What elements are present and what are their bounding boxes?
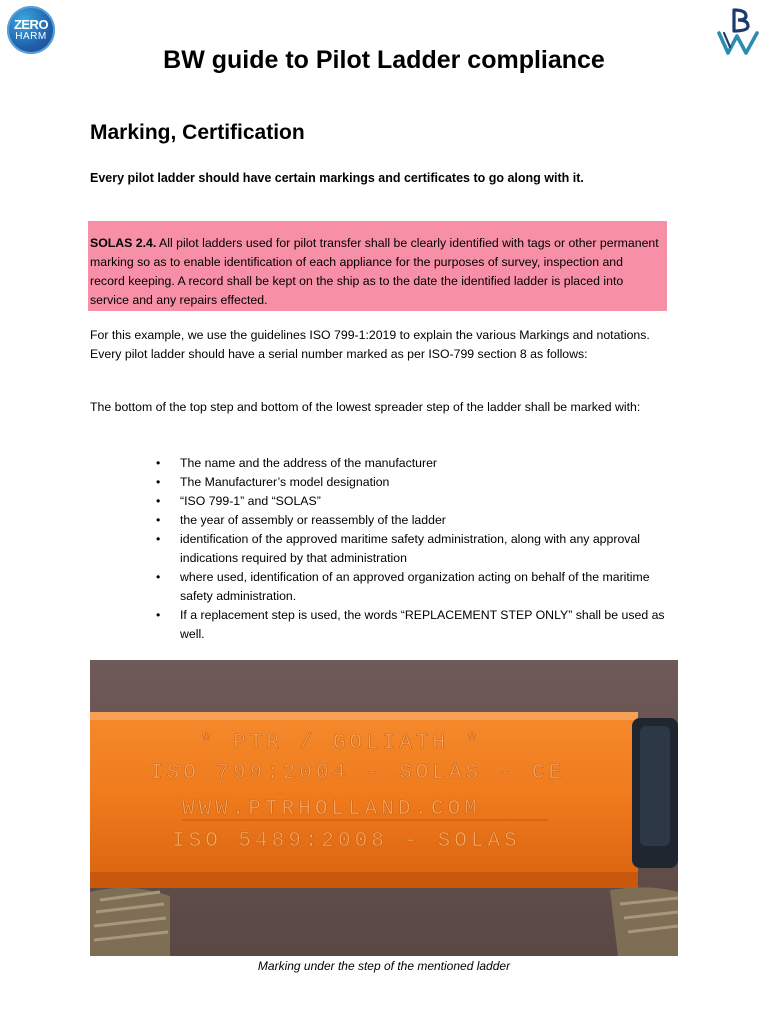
bullet-dot: • — [156, 570, 161, 584]
photo-caption: Marking under the step of the mentioned ladder — [257, 959, 511, 973]
intro-text: Every pilot ladder should have certain markings and certificates to go along with it. — [90, 171, 584, 185]
list-item-text: “ISO 799-1” and “SOLAS” — [180, 494, 321, 508]
list-item — [155, 454, 675, 473]
list-item-text: identification of the approved maritime safety administration, along with any approval indications required by that administration — [180, 532, 641, 565]
solas-label: SOLAS 2.4. — [90, 236, 157, 250]
step-highlight — [90, 712, 638, 720]
marking-paragraph: The bottom of the top step and bottom of the lowest spreader step of the ladder shall be marked with: — [90, 400, 641, 414]
bullet-dot: • — [156, 513, 161, 527]
list-item — [155, 492, 675, 511]
list-item — [155, 473, 675, 492]
list-item-text: where used, identification of an approved organization acting on behalf of the maritime safety administration. — [180, 570, 650, 603]
list-item — [155, 606, 675, 644]
section-heading: Marking, Certification — [90, 121, 305, 144]
photo-marking-line2: ISO 799:2004 - SOLAS - CE — [150, 762, 566, 785]
step-shadow — [90, 872, 638, 888]
step-end-cap-inner — [640, 726, 670, 846]
list-item — [155, 530, 675, 568]
photo-marking-line1: * PTR / GOLIATH * — [200, 732, 483, 755]
marking-list — [155, 454, 675, 644]
list-item-text: If a replacement step is used, the words “REPLACEMENT STEP ONLY” shall be used as well. — [180, 608, 665, 641]
solas-highlight-box — [88, 221, 667, 311]
list-item-text: The Manufacturer’s model designation — [180, 475, 390, 489]
bullet-dot: • — [156, 608, 161, 622]
list-item — [155, 568, 675, 606]
bullet-dot: • — [156, 532, 161, 546]
zero-harm-logo-line2: HARM — [15, 31, 47, 42]
photo-marking-line4: ISO 5489:2008 - SOLAS — [172, 830, 521, 853]
ladder-step-photo — [90, 660, 678, 956]
bullet-dot: • — [156, 475, 161, 489]
list-item-text: the year of assembly or reassembly of the ladder — [180, 513, 446, 527]
photo-marking-line3: WWW.PTRHOLLAND.COM — [182, 798, 481, 821]
bullet-dot: • — [156, 456, 161, 470]
bullet-dot: • — [156, 494, 161, 508]
zero-harm-logo-line1: ZERO — [13, 17, 49, 32]
page-title: BW guide to Pilot Ladder compliance — [163, 46, 605, 74]
list-item-text: The name and the address of the manufacturer — [180, 456, 438, 470]
iso-paragraph: For this example, we use the guidelines ISO 799-1:2019 to explain the various Markings and notations. Every pilot ladder should have a serial number marked as per ISO-799 section 8 as follows: — [90, 328, 650, 361]
solas-text: All pilot ladders used for pilot transfer shall be clearly identified with tags or other permanent marking so as to enable identification of each appliance for the purposes of survey, inspection and record keeping. A record shall be kept on the ship as to the date the identified ladder is placed into service and any repairs effected. — [90, 236, 659, 307]
list-item — [155, 511, 675, 530]
